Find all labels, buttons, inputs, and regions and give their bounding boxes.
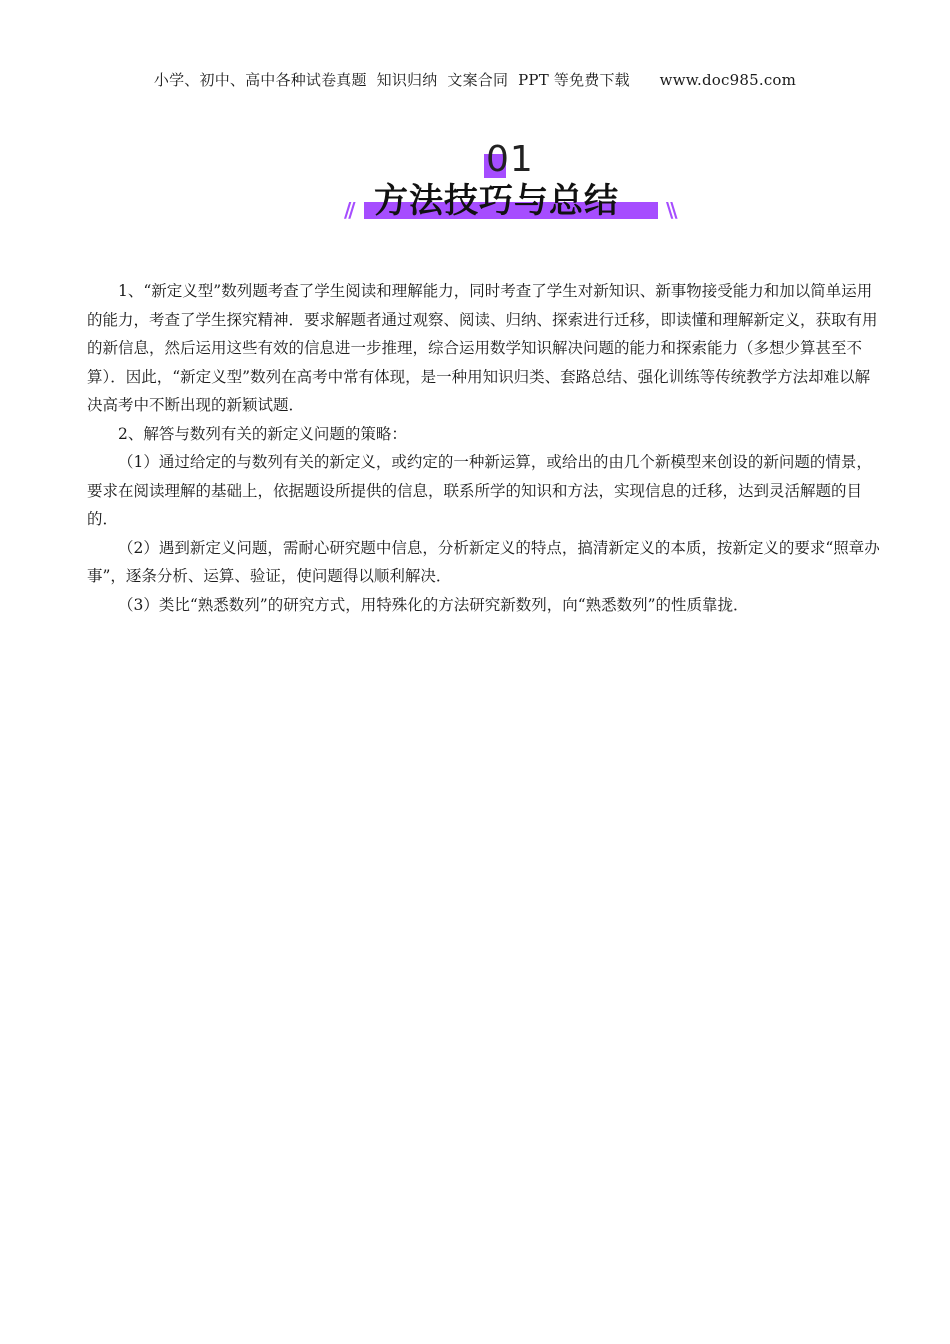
section-title: 方法技巧与总结 — [374, 181, 619, 221]
paragraph: （3）类比“熟悉数列”的研究方式，用特殊化的方法研究新数列，向“熟悉数列”的性质靠拢． — [118, 595, 749, 614]
paragraph: 1、“新定义型”数列题考查了学生阅读和理解能力，同时考查了学生对新知识、新事物接受能力和加以简单运用的能力，考查了学生探究精神．要求解题者通过观察、阅读、归纳、探索进行迁移，即读懂和理解新定义，获取有用的新信息，然后运用这些有效的信息进一步推理，综合运用数学知识解决问题的能力和探索能力（多想少算甚至不算）．因此，“新定义型”数列在高考中常有体现，是一种用知识归类、套路总结、强化训练等传统教学方法却难以解决高考中不断出现的新颖试题． — [87, 282, 878, 414]
page-header: 小学、初中、高中各种试卷真题 知识归纳 文案合同 PPT 等免费下载 www.doc985.com — [153, 71, 797, 89]
paragraph: （2）遇到新定义问题，需耐心研究题中信息，分析新定义的特点，搞清新定义的本质，按新定义的要求“照章办事”，逐条分析、运算、验证，使问题得以顺利解决． — [87, 538, 880, 585]
body-content — [87, 277, 885, 619]
left-slash-decor: // — [344, 198, 353, 222]
paragraph: 2、解答与数列有关的新定义问题的策略： — [118, 424, 407, 443]
right-slash-decor: \\ — [666, 198, 675, 222]
section-title-block — [340, 140, 685, 230]
paragraph: （1）通过给定的与数列有关的新定义，或约定的一种新运算，或给出的由几个新模型来创设的新问题的情景，要求在阅读理解的基础上，依据题设所提供的信息，联系所学的知识和方法，实现信息的迁移，达到灵活解题的目的． — [87, 453, 872, 528]
section-number: 01 — [486, 139, 534, 180]
